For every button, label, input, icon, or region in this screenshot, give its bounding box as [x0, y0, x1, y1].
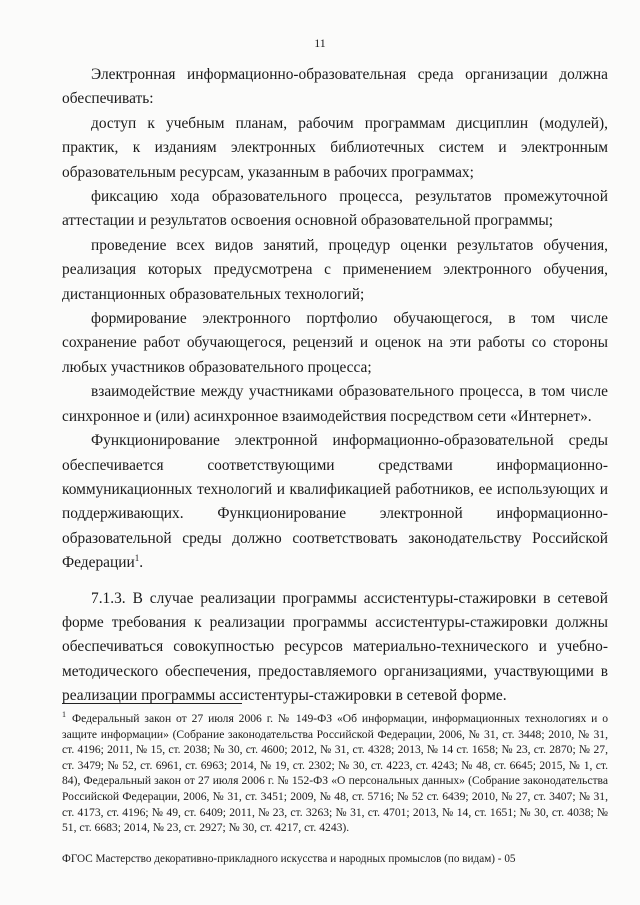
paragraph-interaction: взаимодействие между участниками образовательного процесса, в том числе синхронное и (или) асинхронное взаимодействия посредством сети «Интернет». [62, 383, 608, 425]
footnote-text: Федеральный закон от 27 июля 2006 г. № 149-ФЗ «Об информации, информационных технологиях и о защите информации» (Собрание законодательства Российской Федерации, 2006, № 31, ст. 3448; 2010, № 31, ст. 4196; 2011, № 15, ст. 2038; № 30, ст. 4600; 2012, № 31, ст. 4328; 2013, № 14 ст. 1658; № 23, ст. 2870; № 27, ст. 3479; № 52, ст. 6961, ст. 6963; 2014, № 19, ст. 2302; № 30, ст. 4223, ст. 4243; № 48, ст. 6645; 2015, № 1, ст. 84), Федеральный закон от 27 июля 2006 г. № 152-ФЗ «О персональных данных» (Собрание законодательства Российской Федерации, 2006, № 31, ст. 3451; 2009, № 48, ст. 5716; № 52 ст. 6439; 2010, № 27, ст. 3407; № 31, ст. 4173, ст. 4196; № 49, ст. 6409; 2011, № 23, ст. 3263; № 31, ст. 4701; 2013, № 14, ст. 1651; № 30, ст. 4038; № 51, ст. 6683; 2014, № 23, ст. 2927; № 30, ст. 4217, ст. 4243). [62, 712, 608, 835]
paragraph-portfolio: формирование электронного портфолио обучающегося, в том числе сохранение работ обучающегося, рецензий и оценок на эти работы со стороны любых участников образовательного процесса; [62, 310, 608, 376]
paragraph-access: доступ к учебным планам, рабочим программам дисциплин (модулей), практик, к изданиям электронных библиотечных систем и электронным образовательным ресурсам, указанным в рабочих программах; [62, 114, 608, 181]
paragraph-section-7-1-3: 7.1.3. В случае реализации программы ассистентуры-стажировки в сетевой форме требования к реализации программы ассистентуры-стажировки должны обеспечиваться совокупностью ресурсов материально-технического и учебно-методического обеспечения, предоставляемого организациями, участвующими в реализации программы ассистентуры-стажировки в сетевой форме. [62, 589, 608, 705]
document-footer: ФГОС Мастерство декоративно-прикладного искусства и народных промыслов (по видам) - 05 [62, 853, 516, 865]
paragraph-intro: Электронная информационно-образовательная среда организации должна обеспечивать: [62, 66, 608, 108]
footnote-reference: 1 [134, 553, 140, 563]
paragraph-functioning: Функционирование электронной информационно-образовательной среды обеспечивается соответствующими средствами информационно-коммуникационных технологий и квалификацией работников, ее использующих и поддерживающих. Функционирование электронной информационно-образовательной среды должно соответствовать законодательству Российской Федерации$^1$. [62, 432, 608, 572]
paragraph-conducting: проведение всех видов занятий, процедур оценки результатов обучения, реализация которых предусмотрена с применением электронного обучения, дистанционных образовательных технологий; [62, 236, 608, 303]
paragraph-functioning-text: Функционирование электронной информационно-образовательной среды обеспечивается соответствующими средствами информационно-коммуникационных технологий и квалификацией работников, ее использующих и поддерживающих. Функционирование электронной информационно-образовательной среды должно соответствовать законодательству Российской Федерации [62, 432, 608, 572]
footnote-divider [62, 703, 242, 704]
page-number: 11 [314, 36, 326, 50]
footnote [62, 711, 608, 836]
body-text [62, 63, 608, 709]
footnote-mark: 1 [62, 710, 66, 720]
paragraph-recording: фиксацию хода образовательного процесса, результатов промежуточной аттестации и результатов освоения основной образовательной программы; [62, 188, 608, 230]
